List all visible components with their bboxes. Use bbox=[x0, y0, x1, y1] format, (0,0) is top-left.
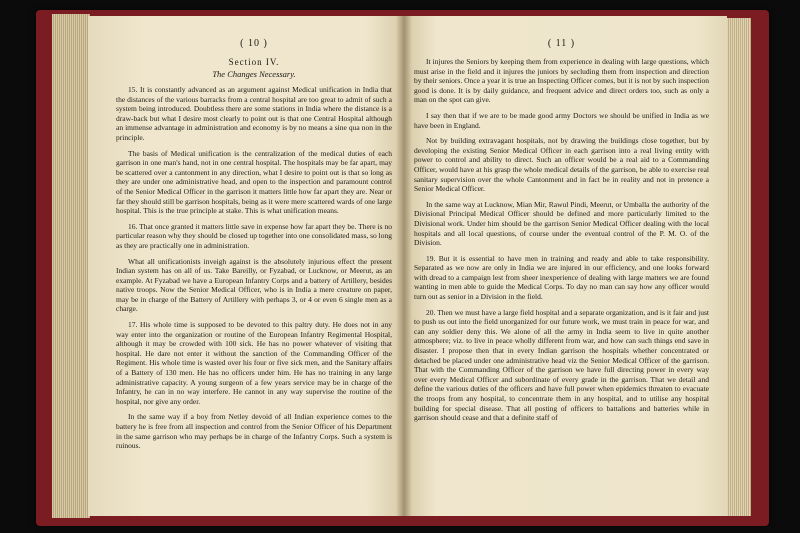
section-heading: Section IV. bbox=[228, 57, 280, 67]
right-page-edges bbox=[727, 18, 751, 516]
paragraph: In the same way at Lucknow, Mian Mir, Rawul Pindi, Meerut, or Umballa the authority of the Divisional Principal Medical Officer should be defined and more particularly limited to the Divisional work. Under him should be the garrison Senior Medical Officer dealing with the local hospitals and all local questions, of course under the eventual control of the P. M. O. of the Division. bbox=[414, 199, 709, 248]
paragraph: What all unificationists inveigh against is the absolutely injurious effect the present Indian system has on all of us. Take Bareilly, or Fyzabad, or Lucknow, or Meerut, as an example. At Fyzabad we have a European Infantry Corps and a battery of Artillery, besides native troops. Now the Senior Medical Officer, who is in India a mere creature on paper, may be in charge of the Battery of Artillery with perhaps 3, or 4 or even 6 single men as a charge. bbox=[116, 256, 392, 314]
book-gutter bbox=[396, 16, 412, 516]
paragraph: 20. Then we must have a large field hospital and a separate organization, and is it fair and just to push us out into the field unorganized for our future work, we must train in peace for war, and can any soldier deny this. We alone of all the army in India seem to live in quite another atmosphere; viz. to live in peace wholly different from war, and how can such things end save in disaster. I propose then that in every Indian garrison the hospitals whether concentrated or detached be placed under one administrative head viz the Senior Medical Officer of the garrison. That with the Commanding Officer of the garrison we have full directing power in every way over every Medical Officer and subordinate of every grade in the garrison. That we detail and define the various duties of the officers and have full power when epidemics threaten to evacuate the troops from any hospital, to concentrate them in any hospital, and to utilise any hospital building for special disease. That all posting of officers to battalions and batteries while in garrison should cease and that a definite staff of bbox=[414, 307, 709, 423]
paragraph: I say then that if we are to be made good army Doctors we should be unified in India as we have been in England. bbox=[414, 110, 709, 130]
paragraph: In the same way if a boy from Netley devoid of all Indian experience comes to the battery he is free from all inspection and control from the Senior Officer of his Department in the same garrison who may perhaps be in charge of the Infantry Corps. Such a system is ruinous. bbox=[116, 412, 392, 451]
left-page-edges bbox=[52, 14, 90, 518]
paragraph: 19. But it is essential to have men in training and ready and able to take responsibility. Separated as we now are only in India we are injured in our efficiency, and one looks forward with dread to a campaign lest from sheer inexperience of dealing with large matters we are found wanting in men able to guide the Medical Corps. To day no man can say how any officer would turn out as senior in a Division in the field. bbox=[414, 253, 709, 302]
right-page bbox=[404, 16, 727, 516]
section-subtitle: The Changes Necessary. bbox=[212, 69, 296, 79]
paragraph: The basis of Medical unification is the centralization of the medical duties of each garrison in one man's hand, not in one central hospital. The hospitals may be far apart, may be scattered over a cantonment in any direction, what I desire to point out is that so long as they are under one administrative head, and open to the inspection and paramount control of the Senior Medical Officer in the garrison it matters little how far apart they are. Near or far they should still be garrison hospitals, being as it were mere scattered wards of one large hospital. This is the true principle at stake. This is what unification means. bbox=[116, 148, 392, 216]
paragraph: It injures the Seniors by keeping them from experience in dealing with large questions, which must arise in the field and it injures the juniors by secluding them from inspection and direction by their seniors. Once a year it is true an Inspecting Officer comes, but it is not by such inspection good is done. It is by daily guidance, and frequent advice and direct orders too, such as only a man on the spot can give. bbox=[414, 57, 709, 105]
paragraph: Not by building extravagant hospitals, not by drawing the buildings close together, but by developing the existing Senior Medical Officer in each garrison into a real living entity with power to control and ability to direct. Such an officer would be a real aid to a Commanding Officer, would have at his grasp the whole medical details of the garrison, be able to exercise real sanitary supervision over the whole Cantonment and in fact be in reality and not in pretence a Senior Medical Officer. bbox=[414, 136, 709, 194]
paragraph: 15. It is constantly advanced as an argument against Medical unification in India that the distances of the various barracks from a central hospital are too great to admit of such a system being introduced. Doubtless there are some stations in India where the distance is a draw-back but what I desire most clearly to point out is that one Central Hospital although an immense advantage in administration and economy is by no means a sine qua non in the principle. bbox=[116, 85, 392, 142]
page-number-right: ( 11 ) bbox=[547, 38, 576, 49]
page-number-left: ( 10 ) bbox=[240, 38, 268, 49]
paragraph: 17. His whole time is supposed to be devoted to this paltry duty. He does not in any way enter into the organization or routine of the European Infantry Regimental Hospital, although it may be crowded with 100 sick. He has no power whatever of visiting that hospital. He dare not enter it without the sanction of the Commanding Officer of the Regiment. His whole time is wasted over his four or five sick men, and the Sanitary affairs of a Battery of 130 men. He has no officers under him. He has no training in any large administrative capacity. A young surgeon of a few years service may be in charge of the Infantry, he can in no way interfere. He cannot in any way supervise the routine of the hospital, nor give any order. bbox=[116, 320, 392, 406]
paragraph: 16. That once granted it matters little save in expense how far apart they be. There is no particular reason why they should be closed up together into one consolidated mass, so long as they are practically one in administration. bbox=[116, 221, 392, 250]
left-page bbox=[88, 16, 404, 516]
